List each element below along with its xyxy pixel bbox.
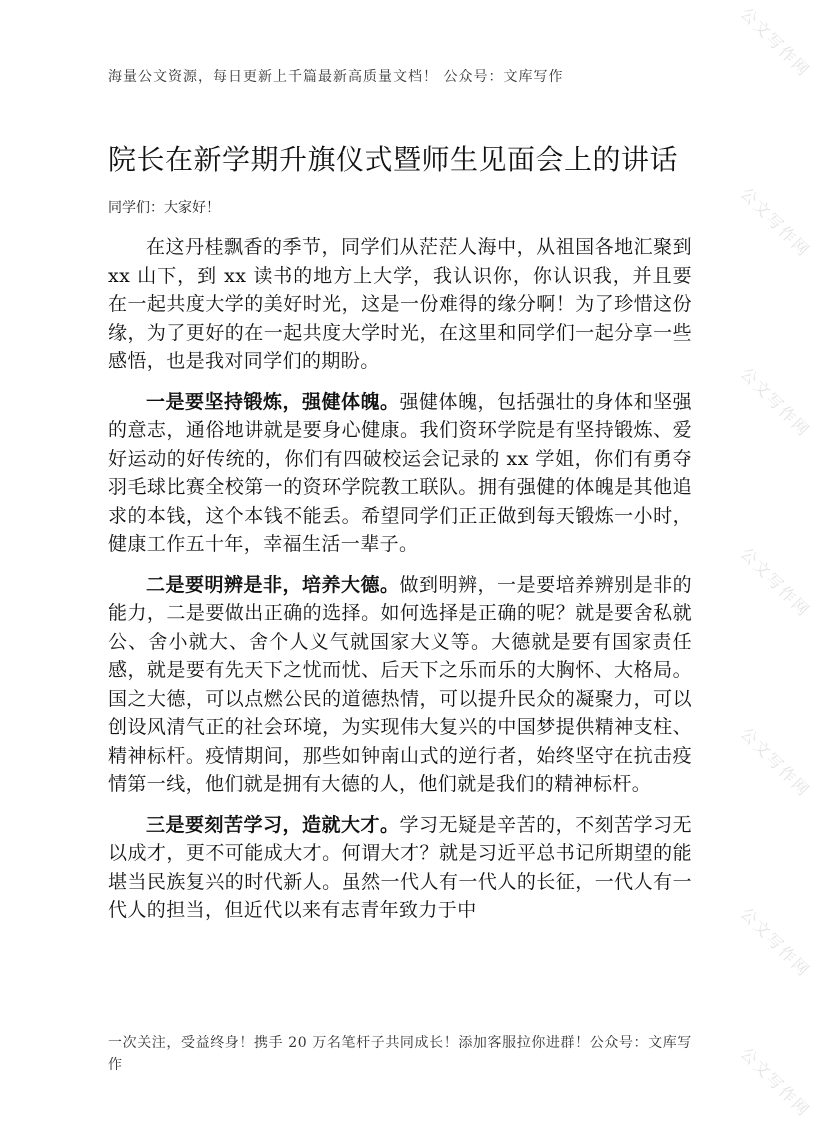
watermark: 公文写作网 <box>736 183 814 261</box>
greeting: 同学们：大家好！ <box>108 200 220 216</box>
paragraph-lead: 三是要刻苦学习，造就大才。 <box>146 813 400 836</box>
watermark: 公文写作网 <box>736 903 814 981</box>
footer-promo-note: 一次关注，受益终身！携手 20 万名笔杆子共同成长！添加客服拉你进群！公众号：文库写作 <box>108 1035 692 1073</box>
watermark: 公文写作网 <box>736 1043 814 1121</box>
watermark: 公文写作网 <box>736 543 814 621</box>
paragraph-point-one <box>108 388 692 559</box>
paragraph-lead: 一是要坚持锻炼，强健体魄。 <box>146 390 400 413</box>
page-title: 院长在新学期升旗仪式暨师生见面会上的讲话 <box>108 143 679 176</box>
watermark: 公文写作网 <box>736 723 814 801</box>
watermark: 公文写作网 <box>736 3 814 81</box>
watermark-column <box>723 0 814 1122</box>
paragraph-intro <box>108 233 692 376</box>
paragraph-text: 强健体魄，包括强壮的身体和坚强的意志，通俗地讲就是要身心健康。我们资环学院是有坚持锻炼、爱好运动的好传统的，你们有四破校运会记录的 xx 学姐，你们有勇夺羽毛球比赛全校第一的资环学院教工联队。拥有强健的体魄是其他追求的本钱，这个本钱不能丢。希望同学们正正做到每天锻炼一小时，健康工作五十年，幸福生活一辈子。 <box>108 390 692 555</box>
speech-body <box>108 233 692 937</box>
paragraph-point-three <box>108 811 692 925</box>
watermark: 公文写作网 <box>736 363 814 441</box>
paragraph-text: 做到明辨，一是要培养辨别是非的能力，二是要做出正确的选择。如何选择是正确的呢？就是要舍私就公、舍小就大、舍个人义气就国家大义等。大德就是要有国家责任感，就是要有先天下之忧而忧、后天下之乐而乐的大胸怀、大格局。国之大德，可以点燃公民的道德热情，可以提升民众的凝聚力，可以创设风清气正的社会环境，为实现伟大复兴的中国梦提供精神支柱、精神标杆。疫情期间，那些如钟南山式的逆行者，始终坚守在抗击疫情第一线，他们就是拥有大德的人，他们就是我们的精神标杆。 <box>108 573 692 795</box>
paragraph-point-two <box>108 571 692 799</box>
paragraph-lead: 二是要明辨是非，培养大德。 <box>146 573 400 596</box>
paragraph-text: 在这丹桂飘香的季节，同学们从茫茫人海中，从祖国各地汇聚到 xx 山下，到 xx 读书的地方上大学，我认识你，你认识我，并且要在一起共度大学的美好时光，这是一份难得的缘分啊！为了珍惜这份缘，为了更好的在一起共度大学时光，在这里和同学们一起分享一些感悟，也是我对同学们的期盼。 <box>108 236 692 372</box>
header-promo-note: 海量公文资源，每日更新上千篇最新高质量文档！ 公众号：文库写作 <box>108 69 564 85</box>
paragraph-text: 学习无疑是辛苦的，不刻苦学习无以成才，更不可能成大才。何谓大才？就是习近平总书记所期望的能堪当民族复兴的时代新人。虽然一代人有一代人的长征，一代人有一代人的担当，但近代以来有志青年致力于中 <box>108 813 692 921</box>
